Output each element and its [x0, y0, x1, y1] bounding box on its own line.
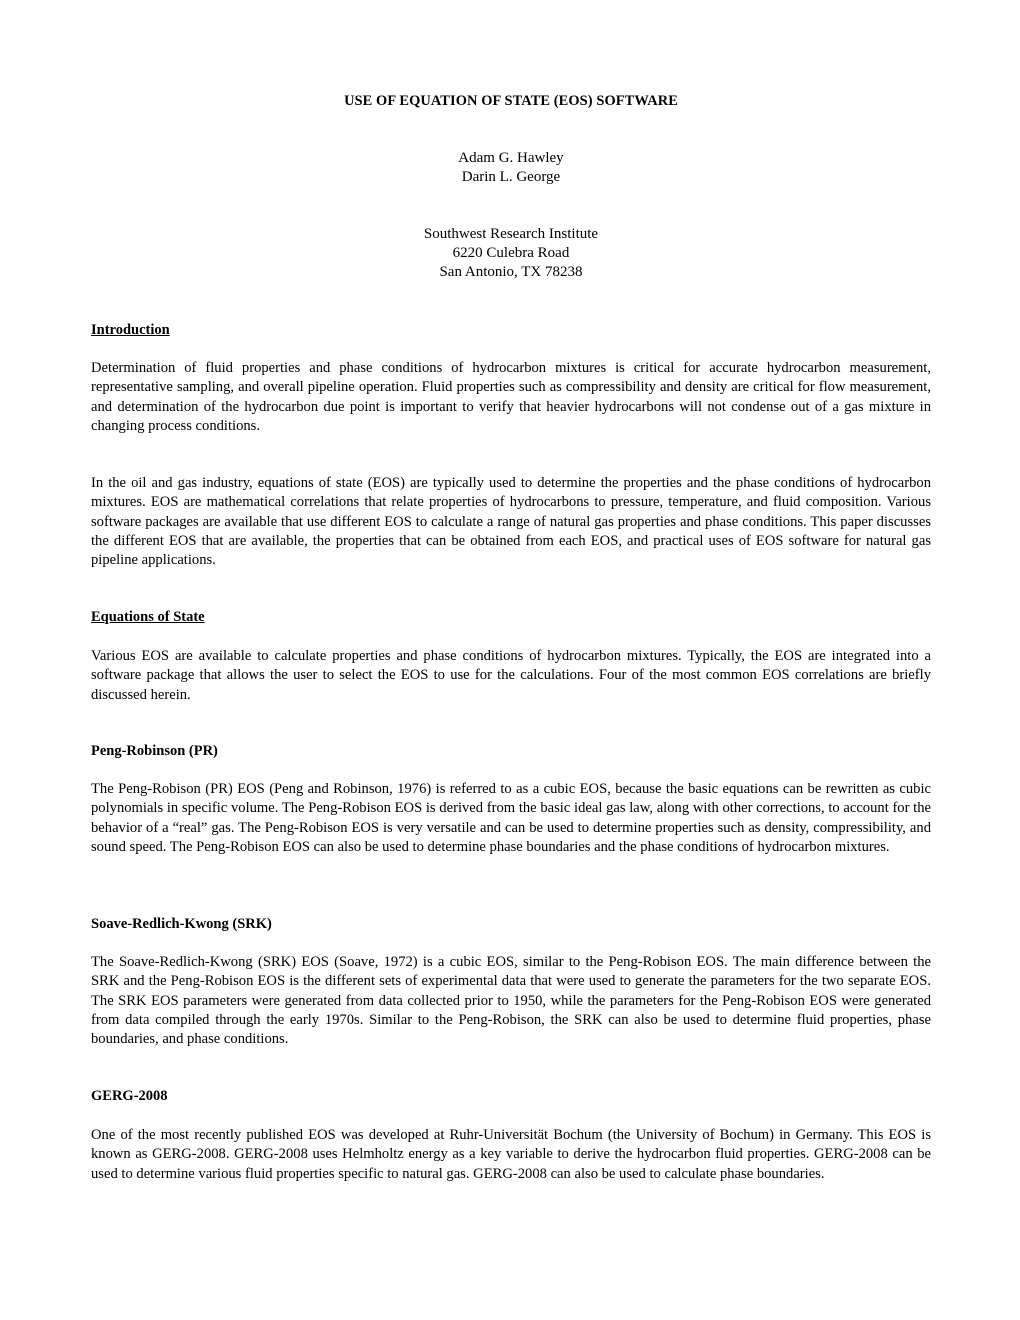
affiliation-line: 6220 Culebra Road [452, 245, 570, 261]
section-heading-introduction: Introduction [91, 322, 170, 338]
introduction-paragraph: Determination of fluid properties and phase conditions of hydrocarbon mixtures is critical for accurate hydrocarbon measurement, representative sampling, and overall pipeline operation. Fluid properties such as compressibility and density are critical for flow measurement, and determination of the hydrocarbon due point is important to verify that heavier hydrocarbons will not condense out of a gas mixture in changing process conditions. [91, 360, 931, 434]
section-heading-equations-of-state: Equations of State [91, 609, 205, 625]
affiliation-line: San Antonio, TX 78238 [439, 264, 583, 280]
affiliation-line: Southwest Research Institute [423, 226, 599, 242]
srk-paragraph: The Soave-Redlich-Kwong (SRK) EOS (Soave, 1972) is a cubic EOS, similar to the Peng-Robison EOS. The main difference between the SRK and the Peng-Robison EOS is the different sets of experimental data that were used to generate the parameters for the two separate EOS. The SRK EOS parameters were generated from data collected prior to 1950, while the parameters for the Peng-Robison EOS were generated from data compiled through the early 1970s. Similar to the Peng-Robison, the SRK can also be used to determine fluid properties, phase boundaries, and phase conditions. [91, 954, 931, 1047]
author-name: Darin L. George [461, 169, 561, 185]
gerg-2008-paragraph: One of the most recently published EOS was developed at Ruhr-Universität Bochum (the University of Bochum) in Germany. This EOS is known as GERG-2008. GERG-2008 uses Helmholtz energy as a key variable to derive the hydrocarbon fluid properties. GERG-2008 can be used to determine various fluid properties specific to natural gas. GERG-2008 can also be used to calculate phase boundaries. [91, 1127, 931, 1182]
subsection-heading-peng-robinson: Peng-Robinson (PR) [91, 743, 218, 759]
introduction-paragraph: In the oil and gas industry, equations of state (EOS) are typically used to determine the properties and the phase conditions of hydrocarbon mixtures. EOS are mathematical correlations that relate properties of hydrocarbons to pressure, temperature, and fluid composition. Various software packages are available that use different EOS to calculate a range of natural gas properties and phase conditions. This paper discusses the different EOS that are available, the properties that can be obtained from each EOS, and practical uses of EOS software for natural gas pipeline applications. [91, 475, 931, 568]
peng-robinson-paragraph: The Peng-Robison (PR) EOS (Peng and Robinson, 1976) is referred to as a cubic EOS, because the basic equations can be rewritten as cubic polynomials in specific volume. The Peng-Robison EOS is derived from the basic ideal gas law, along with other corrections, to account for the behavior of a “real” gas. The Peng-Robison EOS is very versatile and can be used to determine properties such as density, compressibility, and sound speed. The Peng-Robison EOS can also be used to determine phase boundaries and the phase conditions of hydrocarbon mixtures. [91, 781, 931, 855]
document-title: USE OF EQUATION OF STATE (EOS) SOFTWARE [344, 93, 678, 109]
subsection-heading-gerg-2008: GERG-2008 [91, 1088, 168, 1104]
subsection-heading-srk: Soave-Redlich-Kwong (SRK) [91, 916, 272, 932]
author-name: Adam G. Hawley [458, 150, 564, 166]
equations-of-state-paragraph: Various EOS are available to calculate properties and phase conditions of hydrocarbon mixtures. Typically, the EOS are integrated into a software package that allows the user to select the EOS to use for the calculations. Four of the most common EOS correlations are briefly discussed herein. [91, 648, 931, 703]
